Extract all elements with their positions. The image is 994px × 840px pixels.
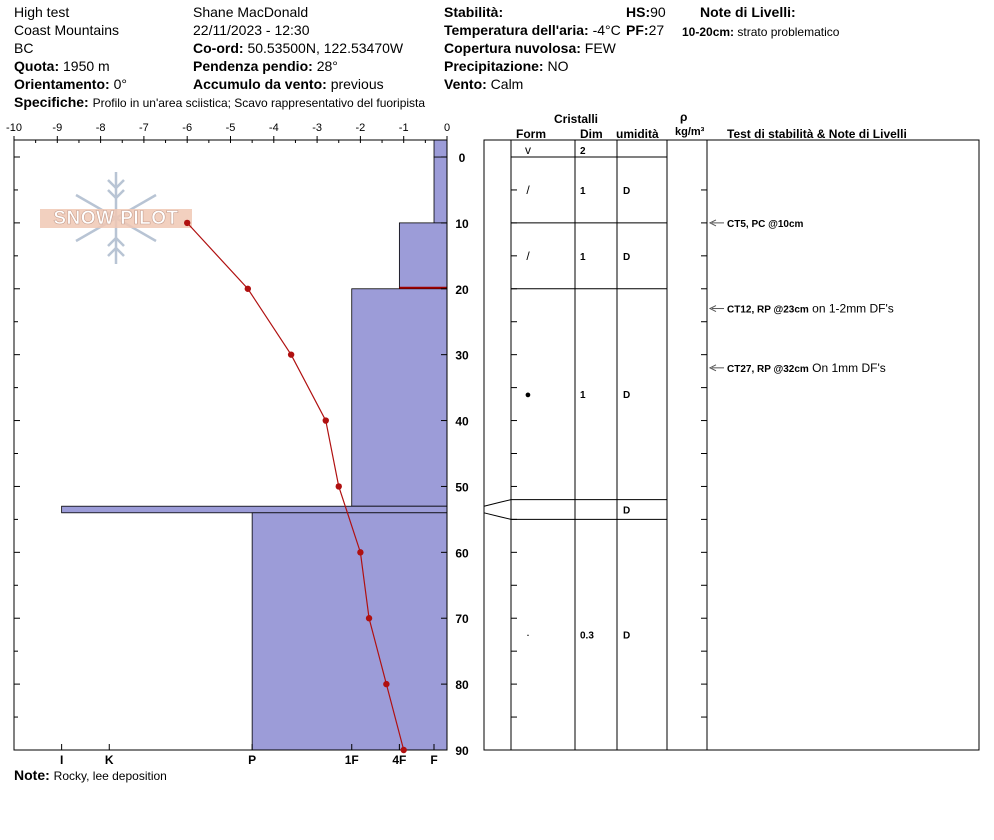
location-line-2: Coast Mountains <box>14 22 120 38</box>
hardness-bar <box>352 289 447 506</box>
layer-humidity: D <box>623 185 631 197</box>
hardness-tick-label: 1F <box>344 753 359 767</box>
temperature-point <box>323 417 329 423</box>
temperature-point <box>383 681 389 687</box>
precipitation: Precipitazione: NO <box>444 58 569 74</box>
observer: Shane MacDonald <box>193 4 309 20</box>
crystal-form: ● <box>524 389 532 402</box>
crystal-form: v <box>525 143 531 157</box>
density-symbol: ρ <box>680 110 688 124</box>
temperature-point <box>401 747 407 753</box>
layer-connector <box>484 513 511 520</box>
depth-tick-label: 30 <box>455 348 469 363</box>
temperature-tick-label: -8 <box>95 122 106 134</box>
watermark-text: SNOW PILOT <box>53 208 179 229</box>
crystals-header: Cristalli <box>554 112 599 126</box>
depth-tick-label: 60 <box>455 546 469 561</box>
wind-loading: Accumulo da vento: previous <box>193 76 384 92</box>
temperature-tick-label: -4 <box>268 122 279 134</box>
temperature-point <box>288 351 294 357</box>
stability-test-note: On 1mm DF's <box>808 360 886 375</box>
temperature-tick-label: -10 <box>6 122 22 134</box>
aspect: Orientamento: 0° <box>14 76 127 92</box>
snow-height: HS:90 <box>626 4 666 20</box>
air-temperature: Temperatura dell'aria: -4°C <box>444 22 621 38</box>
location-line-3: BC <box>14 40 34 56</box>
temperature-tick-label: 0 <box>443 122 451 134</box>
hardness-bar <box>252 513 447 750</box>
hardness-tick-label: F <box>430 753 438 767</box>
layer-connector <box>484 500 511 507</box>
layer-notes-title: Note di Livelli: <box>700 4 796 20</box>
crystal-dim: 2 <box>580 146 586 157</box>
depth-tick-label: 10 <box>455 216 469 231</box>
layers-frame <box>484 140 979 750</box>
hardness-tick-label: I <box>59 753 64 767</box>
coordinates: Co-ord: 50.53500N, 122.53470W <box>193 40 404 56</box>
humidity-header: umidità <box>616 127 659 141</box>
crystal-dim: 1 <box>580 251 586 263</box>
stability-test-text <box>727 219 804 230</box>
temperature-tick-label: -1 <box>398 122 409 134</box>
hardness-bar <box>434 157 447 223</box>
form-header: Form <box>516 127 546 141</box>
density-unit: kg/m³ <box>675 126 705 138</box>
depth-tick-label: 0 <box>458 151 466 165</box>
date-time: 22/11/2023 - 12:30 <box>193 22 310 38</box>
cloud-cover: Copertura nuvolosa: FEW <box>444 40 616 56</box>
crystal-dim: 0.3 <box>580 630 594 642</box>
temperature-tick-label: -6 <box>182 122 193 134</box>
temperature-tick-label: -3 <box>312 122 322 134</box>
crystal-form: / <box>526 182 530 197</box>
stability-test-note: on 1-2mm DF's <box>808 301 894 316</box>
layer-note: 10-20cm: strato problematico <box>682 25 840 39</box>
depth-tick-label: 50 <box>455 480 469 495</box>
temperature-tick-label: -5 <box>225 122 236 134</box>
depth-tick-label: 20 <box>455 282 469 297</box>
stability-test-code: CT12, RP @23cm <box>727 304 809 316</box>
location-line-1: High test <box>14 4 70 20</box>
hardness-bar-surface <box>434 140 447 157</box>
depth-tick-label: 70 <box>455 612 469 627</box>
temperature-point <box>366 615 372 621</box>
temperature-point <box>184 220 190 226</box>
hardness-bar <box>62 506 447 513</box>
wind: Vento: Calm <box>444 76 524 92</box>
hardness-bar <box>399 223 447 289</box>
temperature-tick-label: -7 <box>139 122 149 134</box>
crystal-form: · <box>526 627 530 642</box>
temperature-point <box>245 286 251 292</box>
crystal-dim: 1 <box>580 390 586 402</box>
temperature-point <box>357 549 363 555</box>
stability-test-code: CT5, PC @10cm <box>727 218 804 230</box>
specifics: Specifiche: Profilo in un'area sciistica; Scavo rappresentativo del fuoripista <box>14 94 426 110</box>
layer-humidity: D <box>623 505 631 517</box>
temperature-tick-label: -2 <box>355 122 366 134</box>
layer-humidity: D <box>623 630 631 642</box>
layer-humidity: D <box>623 390 631 402</box>
stability-label: Stabilità: <box>444 4 504 20</box>
crystal-form: / <box>526 248 530 263</box>
hardness-tick-label: K <box>104 753 114 767</box>
depth-tick-label: 90 <box>455 744 469 758</box>
temperature-point <box>336 483 342 489</box>
layer-humidity: D <box>623 251 631 263</box>
crystal-dim: 1 <box>580 185 586 197</box>
depth-tick-label: 40 <box>455 414 469 429</box>
altitude: Quota: 1950 m <box>14 58 110 74</box>
stability-test-code: CT27, RP @32cm <box>727 363 809 375</box>
penetration-foot: PF:27 <box>626 22 665 38</box>
stability-tests-header: Test di stabilità & Note di Livelli <box>727 127 907 141</box>
dim-header: Dim <box>580 127 603 141</box>
stability-test-text <box>727 361 886 375</box>
hardness-tick-label: 4F <box>392 753 407 767</box>
temperature-tick-label: -9 <box>52 122 63 134</box>
slope: Pendenza pendio: 28° <box>193 58 338 74</box>
hardness-tick-label: P <box>248 753 257 767</box>
depth-tick-label: 80 <box>455 678 469 693</box>
stability-test-text <box>727 302 894 316</box>
footer-note: Note: Rocky, lee deposition <box>14 767 167 783</box>
